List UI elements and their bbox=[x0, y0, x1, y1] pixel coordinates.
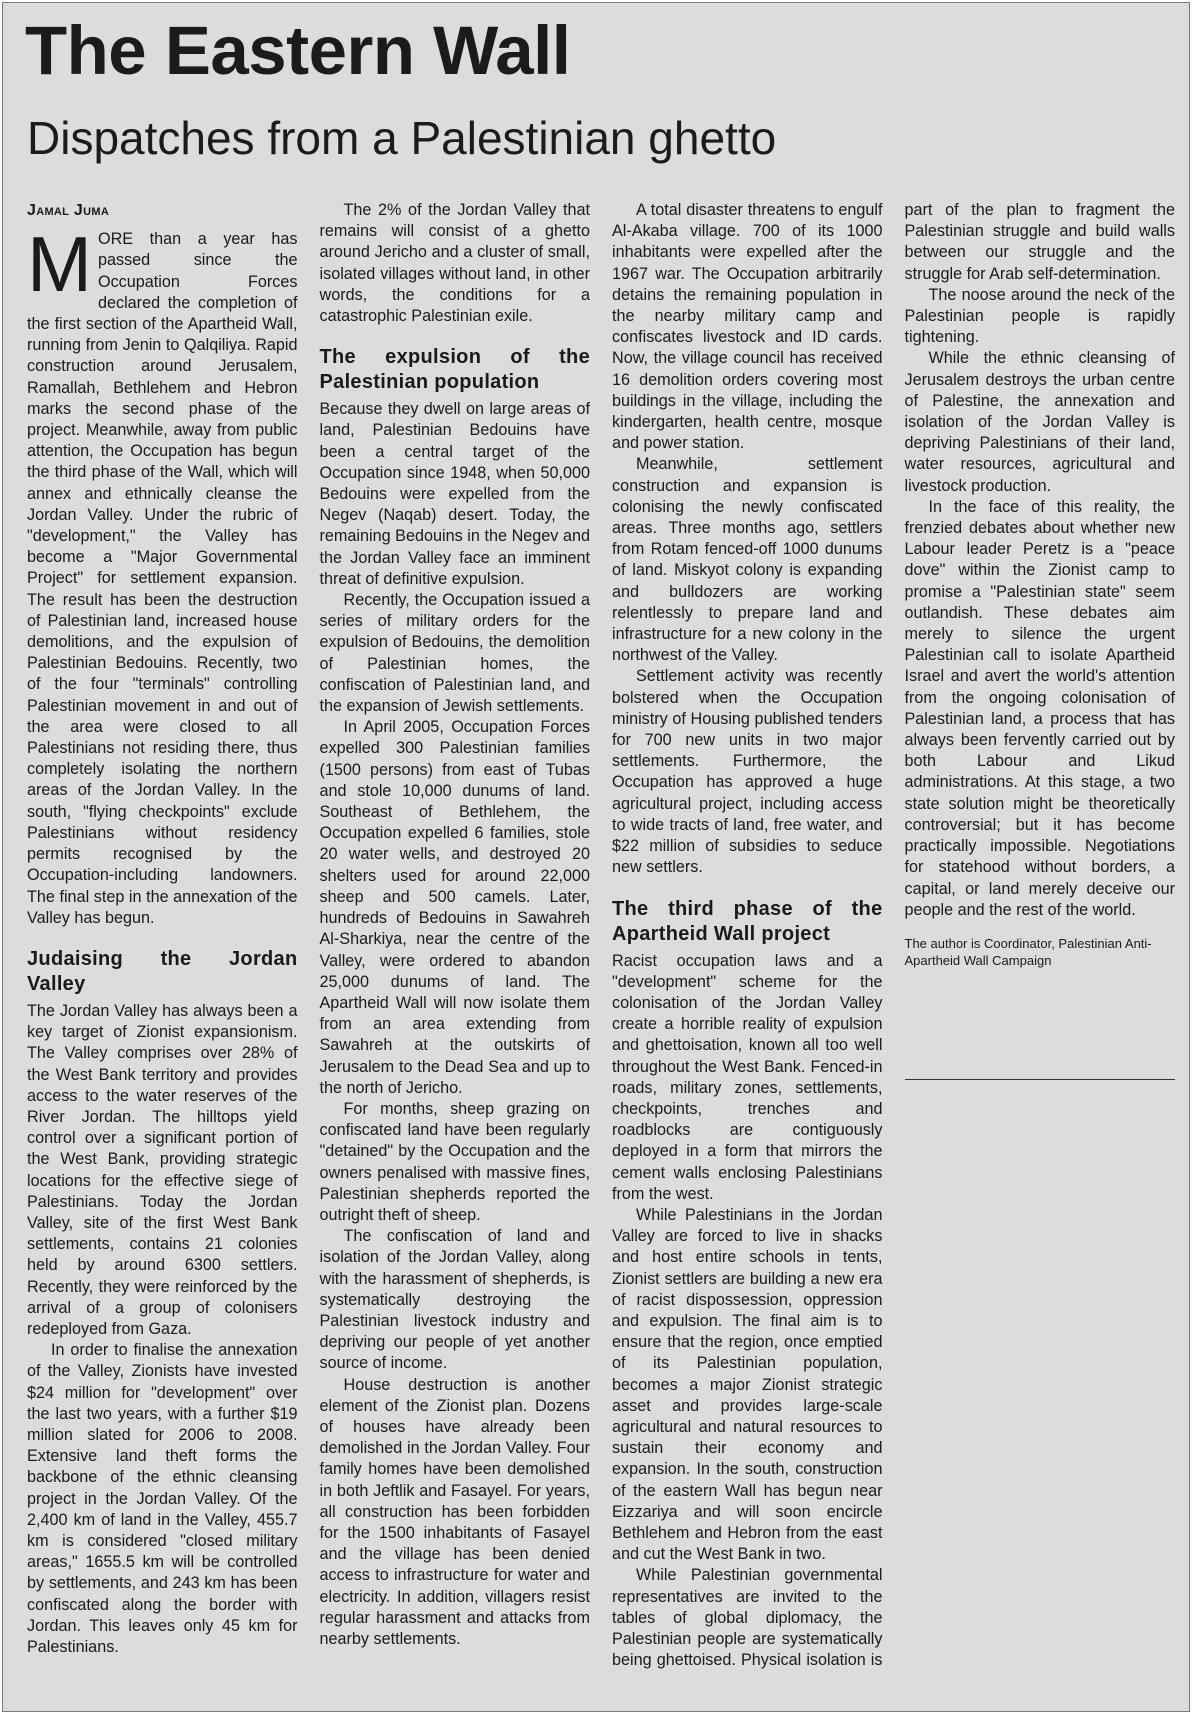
author-note: The author is Coordinator, Palestinian Anti-Apartheid Wall Campaign bbox=[904, 935, 1152, 968]
intro-text: ORE than a year has passed since the Occupation Forces declared the completion of the first section of the Apartheid Wall, running from Jenin to Qalqiliya. Rapid construction around Jerusalem, Ramallah, Bethlehem and Hebron marks the second phase of the project. Meanwhile, away from public attention, the Occupation has begun the third phase of the Wall, which will annex and ethnically cleanse the Jordan Valley. Under the rubric of "development," the Valley has become a "Major Governmental Project" for settlement expansion. The result has been the destruction of Palestinian land, increased house demolitions, and the expulsion of Palestinian Bedouins. Recently, two of the four "terminals" controlling Palestinian movement in and out of the area were closed to all Palestinians not residing there, thus completely isolating the northern areas of the Jordan Valley. In the south, "flying checkpoints" exclude Palestinians without residency permits recognised by the Occupation-including landowners. The final step in the annexation of the Valley has begun. bbox=[27, 230, 298, 927]
paragraph: House destruction is another element of the Zionist plan. Dozens of houses have already been demolished in the Jordan Valley. Four family homes have been demolished in both Jeftlik and Fasayel. For years, all construction has been forbidden for the 1500 inhabitants of Fasayel and the village has been denied access to infrastructure for water and electricity. In addition, villagers resist regular harassment and attacks from nearby settlements. bbox=[319, 1375, 590, 1648]
paragraph: While Palestinians in the Jordan Valley are forced to live in shacks and host entire schools in tents, Zionist settlers are building a new era of racist dispossession, oppression and expulsion. The final aim is to ensure that the region, once emptied of its Palestinian population, becomes a major Zionist strategic asset and provides large-scale agricultural and natural resources to sustain their economy and expansion. In the south, construction of the eastern Wall has begun near Eizzariya and will soon encircle Bethlehem and Hebron from the east and cut the West Bank in two. bbox=[612, 1205, 883, 1564]
paragraph: While Palestinian governmental representatives are invited to the tables of global diplomacy, the Palestinian people are systematically being ghettoised. Physical isolation is part of the plan to fragment the Palestinian struggle and build walls between our struggle and the struggle for Arab self-determination. bbox=[612, 201, 1175, 1670]
paragraph: Because they dwell on large areas of land, Palestinian Bedouins have been a central target of the Occupation since 1948, when 50,000 Bedouins were expelled from the Negev (Naqab) desert. Today, the remaining Bedouins in the Negev and the Jordan Valley face an imminent threat of definitive expulsion. bbox=[319, 400, 590, 588]
paragraph: In April 2005, Occupation Forces expelled 300 Palestinian families (1500 persons) from east of Tubas and stole 10,000 dunums of land. Southeast of Bethlehem, the Occupation expelled 6 families, stole 20 water wells, and destroyed 20 shelters used for around 22,000 sheep and 500 camels. Later, hundreds of Bedouins in Sawahreh Al-Sharkiya, near the centre of the Valley, were ordered to abandon 25,000 dunums of land. The Apartheid Wall will now isolate them from an area extending from Sawahreh at the outskirts of Jerusalem to the Dead Sea and up to the north of Jericho. bbox=[319, 718, 590, 1097]
paragraph: In order to finalise the annexation of the Valley, Zionists have invested $24 million for "development" over the last two years, with a further $19 million slated for 2006 to 2008. Extensive land theft forms the backbone of the ethnic cleansing project in the Jordan Valley. Of the 2,400 km of land in the Valley, 455.7 km is considered "closed military areas," 1655.5 km will be controlled by settlements, and 243 km has been confiscated along the border with Jordan. This leaves only 45 km for Palestinians. bbox=[27, 1341, 298, 1656]
paragraph: Meanwhile, settlement construction and expansion is colonising the newly confiscated areas. Three months ago, settlers from Rotam fenced-off 1000 dunums of land. Miskyot colony is expanding and bulldozers are working relentlessly to prepare land and infrastructure for a new colony in the northwest of the Valley. bbox=[612, 455, 883, 665]
end-rule bbox=[905, 1079, 1176, 1080]
headline: The Eastern Wall bbox=[25, 12, 571, 89]
subheadline: Dispatches from a Palestinian ghetto bbox=[27, 112, 777, 164]
paragraph: The 2% of the Jordan Valley that remains will consist of a ghetto around Jericho and a cluster of small, isolated villages without land, in other words, the conditions for a catastrophic Palestinian exile. bbox=[319, 201, 590, 326]
intro-paragraph bbox=[27, 220, 298, 929]
paragraph: In the face of this reality, the frenzied debates about whether new Labour leader Peretz is a "peace dove" within the Zionist camp to promise a "Palestinian state" seem outlandish. These debates aim merely to silence the urgent Palestinian call to isolate Apartheid Israel and avert the world's attention from the ongoing colonisation of Palestinian land, a process that has always been fervently carried out by both Labour and Likud administrations. At this stage, a two state solution might be theoretically controversial; but it has become practically impossible. Negotiations for statehood without borders, a capital, or land merely deceive our people and the rest of the world. bbox=[904, 497, 1175, 919]
drop-cap: M bbox=[27, 220, 92, 309]
section-heading: Judaising the Jordan Valley bbox=[27, 947, 298, 995]
paragraph: A total disaster threatens to engulf Al-Akaba village. 700 of its 1000 inhabitants were expelled after the 1967 war. The Occupation arbitrarily detains the remaining population in the nearby military camp and confiscates livestock and ID cards. Now, the village council has received 16 demolition orders covering most buildings in the village, including the kindergarten, health centre, mosque and power station. bbox=[612, 201, 883, 453]
section-heading: The third phase of the Apartheid Wall project bbox=[612, 897, 883, 945]
paragraph: For months, sheep grazing on confiscated land have been regularly "detained" by the Occupation and the owners penalised with massive fines, Palestinian shepherds reported the outright theft of sheep. bbox=[319, 1099, 590, 1224]
paragraph: Racist occupation laws and a "development" scheme for the colonisation of the Jordan Valley create a horrible reality of expulsion and ghettoisation, known all too well throughout the West Bank. Fenced-in roads, military zones, settlements, checkpoints, trenches and roadblocks are contiguously deployed in a form that mirrors the cement walls enclosing Palestinians from the west. bbox=[612, 951, 883, 1203]
article-body bbox=[27, 200, 1175, 1690]
paragraph: Settlement activity was recently bolstered when the Occupation ministry of Housing published tenders for 700 new units in two major settlements. Furthermore, the Occupation has approved a huge agricultural project, including access to wide tracts of land, free water, and $22 million of subsidies to seduce new settlers. bbox=[612, 667, 883, 877]
byline: Jamal Juma bbox=[27, 202, 110, 219]
newspaper-page bbox=[2, 2, 1190, 1712]
paragraph: The confiscation of land and isolation of the Jordan Valley, along with the harassment of shepherds, is systematically destroying the Palestinian livestock industry and depriving our people of yet another source of income. bbox=[319, 1227, 590, 1373]
paragraph: The noose around the neck of the Palestinian people is rapidly tightening. bbox=[904, 285, 1175, 347]
section-heading: The expulsion of the Palestinian population bbox=[319, 346, 590, 394]
paragraph: While the ethnic cleansing of Jerusalem destroys the urban centre of Palestine, the annexation and isolation of the Jordan Valley is depriving Palestinians of their land, water resources, agricultural and livestock production. bbox=[904, 349, 1175, 495]
paragraph: Recently, the Occupation issued a series of military orders for the expulsion of Bedouins, the demolition of Palestinian homes, the confiscation of Palestinian land, and the expansion of Jewish settlements. bbox=[319, 591, 590, 716]
paragraph: The Jordan Valley has always been a key target of Zionist expansionism. The Valley comprises over 28% of the West Bank territory and provides access to the water reserves of the River Jordan. The hilltops yield control over a significant portion of the West Bank, providing strategic locations for the effective siege of Palestinians. Today the Jordan Valley, site of the first West Bank settlements, contains 21 colonies held by around 6300 settlers. Recently, they were reinforced by the arrival of a group of colonisers redeployed from Gaza. bbox=[27, 1001, 298, 1338]
